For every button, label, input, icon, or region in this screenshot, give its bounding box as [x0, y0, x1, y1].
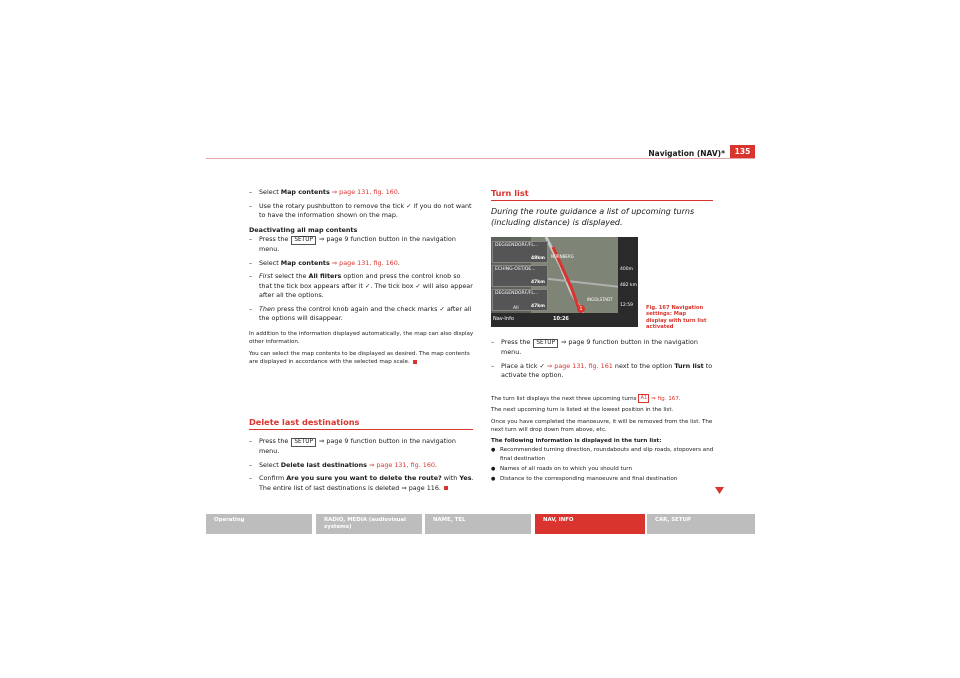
header-rule [206, 158, 755, 159]
step-remove-tick: – Use the rotary pushbutton to remove the tick ✓ if you do not want to have the information shown on the map. [249, 202, 475, 221]
step-select-map-contents-2: – Select Map contents ⇒ page 131, fig. 160. [249, 259, 475, 269]
page-header-title: Navigation (NAV)* [648, 149, 725, 158]
turn-list-panel [492, 241, 548, 311]
turn-list-subtitle: During the route guidance a list of upcoming turns (including distance) is displayed. [491, 207, 695, 227]
tab-nav-info[interactable]: NAV, INFO [535, 514, 645, 534]
right-steps [491, 338, 719, 381]
figure-caption: Fig. 167 Navigation settings: Map display with turn list activated [646, 305, 707, 331]
turn-list-row: DEGGENDORF/FL... 47km [492, 289, 548, 311]
side-distance-2: 482 km [620, 283, 638, 288]
heading-turn-list: Turn list [491, 188, 529, 198]
step-then: – Then press the control knob again and the check marks ✓ after all the options will disappear. [249, 305, 475, 324]
tab-name-tel[interactable]: NAME, TEL [425, 514, 531, 534]
step-press-setup-delete: – Press the SETUP ⇒ page 9 function button in the navigation menu. [249, 437, 475, 457]
nav-clock: 10:26 [553, 316, 569, 322]
tab-car-setup[interactable]: CAR, SETUP [647, 514, 755, 534]
step-select-delete: – Select Delete last destinations ⇒ page 131, fig. 160. [249, 461, 475, 471]
step-press-setup-turn: – Press the SETUP ⇒ page 9 function button in the navigation menu. [491, 338, 719, 358]
tab-operating[interactable]: Operating [206, 514, 312, 534]
all-label: All [513, 306, 519, 311]
note-info-1: In addition to the information displayed automatically, the map can also display other information. [249, 330, 474, 345]
heading-delete-last-destinations: Delete last destinations [249, 417, 360, 427]
end-mark [413, 360, 417, 364]
turn-list-row: DEGGENDORF/FL... 48km [492, 241, 548, 263]
para-lowest-position: The next upcoming turn is listed at the lowest position in the list. [491, 407, 674, 414]
setup-key: SETUP [291, 438, 316, 447]
list-item: ● Recommended turning direction, roundabouts and slip roads, stopovers and final destination [491, 446, 719, 463]
turn-list-row: ECHING-OST/DE... 47km [492, 265, 548, 287]
nav-info-label: Nav-Info [493, 316, 514, 322]
callout-marker: 1 [577, 305, 585, 313]
setup-key: SETUP [291, 236, 316, 245]
heading-rule [491, 200, 713, 201]
step-press-setup: – Press the SETUP ⇒ page 9 function button in the navigation menu. [249, 235, 475, 255]
map-label: INGOLSTADT [587, 297, 613, 302]
step-confirm-delete: – Confirm Are you sure you want to delete the route? with Yes. The entire list of last destinations is deleted ⇒ page 116. [249, 474, 475, 493]
continue-arrow-icon [715, 487, 724, 494]
nav-screen-figure [491, 237, 638, 327]
left-column [249, 188, 475, 367]
delete-steps [249, 437, 475, 493]
note-info-2: You can select the map contents to be displayed as desired. The map contents are displayed in accordance with the selected map scale. [249, 351, 470, 366]
list-item: ● Distance to the corresponding manoeuvre and final destination [491, 475, 719, 483]
callout-a1: A1 [638, 394, 649, 403]
turn-list-info [491, 394, 719, 484]
para-completed-manoeuvre: Once you have completed the manoeuvre, it will be removed from the list. The next turn will drop down from above, etc. [491, 418, 713, 433]
deactivate-heading: Deactivating all map contents [249, 225, 358, 234]
map-label: NÜRNBERG [551, 254, 574, 259]
step-select-map-contents: – Select Map contents ⇒ page 131, fig. 160. [249, 188, 475, 198]
side-distance-1: 400m [620, 267, 633, 272]
tab-radio-media[interactable]: RADIO, MEDIA (audiovisual systems) [316, 514, 422, 534]
step-all-filters: – First select the All filters option and press the control knob so that the tick box appears after it ✓. The tick box ✓ will also appear after all the options. [249, 272, 475, 301]
side-time: 12:59 [620, 303, 633, 308]
info-title: The following information is displayed in the turn list: [491, 438, 662, 445]
para-next-three: The turn list displays the next three upcoming turns A1 ⇒ fig. 167. [491, 395, 681, 402]
heading-rule [249, 429, 473, 430]
step-place-tick: – Place a tick ✓ ⇒ page 131, fig. 161 next to the option Turn list to activate the option. [491, 362, 719, 381]
list-item: ● Names of all roads on to which you should turn [491, 465, 719, 473]
page-number: 135 [730, 145, 755, 159]
setup-key: SETUP [533, 339, 558, 348]
end-mark [444, 486, 448, 490]
